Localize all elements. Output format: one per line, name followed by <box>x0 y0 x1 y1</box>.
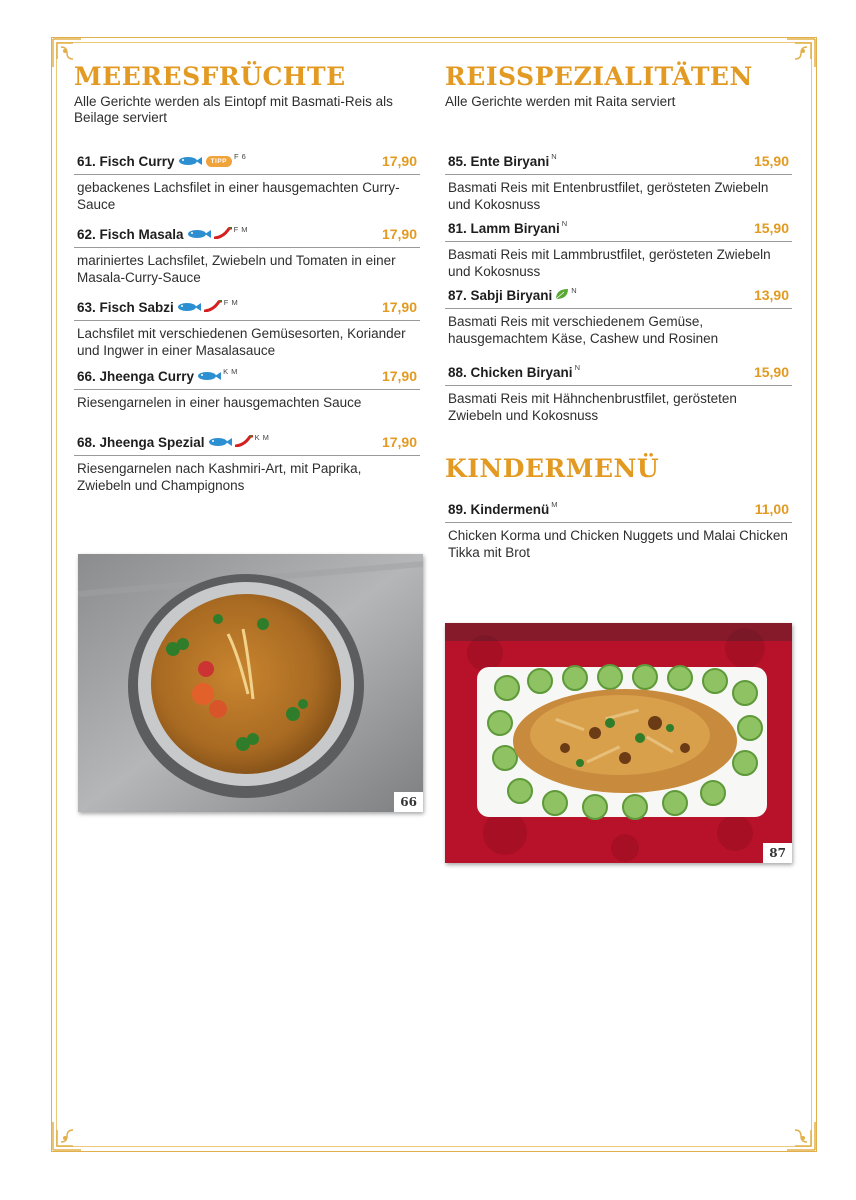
menu-item-price: 17,90 <box>381 226 417 242</box>
photo-dish-number: 87 <box>763 843 792 863</box>
menu-item-name: 87. Sabji Biryani N <box>448 285 578 303</box>
menu-item-description: Basmati Reis mit Entenbrustfilet, gerösteten Zwiebeln und Kokosnuss <box>448 180 769 212</box>
menu-item-header <box>74 294 420 321</box>
allergen-codes: N <box>561 218 568 228</box>
menu-item-description: gebackenes Lachsfilet in einer hausgemachten Curry-Sauce <box>77 180 400 212</box>
menu-item-header <box>445 215 792 242</box>
section-subtitle-seafood: Alle Gerichte werden als Eintopf mit Basmati-Reis als Beilage serviert <box>74 94 393 125</box>
allergen-codes: K M <box>254 432 270 442</box>
allergen-codes: N <box>574 362 581 372</box>
menu-item <box>445 215 792 280</box>
menu-item-price: 11,00 <box>754 501 789 517</box>
menu-item-name: 88. Chicken Biryani N <box>448 362 581 380</box>
section-title-rice: REISSPEZIALITÄTEN <box>445 62 753 91</box>
fish-icon <box>187 227 211 242</box>
allergen-codes: K M <box>223 366 238 376</box>
curry-bowl-illustration <box>78 554 423 812</box>
menu-item-name: 85. Ente Biryani N <box>448 151 558 169</box>
dish-photo-curry <box>78 554 423 812</box>
menu-item <box>445 359 792 424</box>
menu-item-name: 81. Lamm Biryani N <box>448 218 568 236</box>
menu-item-price: 17,90 <box>381 299 417 315</box>
menu-item-price: 17,90 <box>381 368 417 384</box>
menu-item-price: 15,90 <box>753 220 789 236</box>
dish-photo-biryani <box>445 623 792 863</box>
corner-ornament-icon <box>781 1116 817 1152</box>
allergen-codes: M <box>551 499 559 509</box>
menu-item <box>74 148 420 213</box>
menu-item-description: Lachsfilet mit verschiedenen Gemüsesorten, Koriander und Ingwer in einer Masalasauce <box>77 326 406 358</box>
menu-item-price: 13,90 <box>753 287 789 303</box>
leaf-icon <box>555 288 569 303</box>
menu-item <box>445 148 792 213</box>
photo-dish-number: 66 <box>394 792 423 812</box>
menu-item <box>74 363 420 411</box>
chili-icon <box>204 300 222 315</box>
rice-column <box>445 62 792 561</box>
menu-item-header <box>445 282 792 309</box>
menu-item <box>74 221 420 286</box>
menu-item <box>74 429 420 494</box>
menu-item-header <box>445 359 792 386</box>
fish-icon <box>178 154 202 169</box>
menu-item-name: 66. Jheenga Curry K M <box>77 366 238 384</box>
menu-item-header <box>74 363 420 390</box>
corner-ornament-icon <box>51 1116 87 1152</box>
menu-item-description: Chicken Korma und Chicken Nuggets und Malai Chicken Tikka mit Brot <box>448 528 788 560</box>
menu-item-name: 63. Fisch Sabzi F M <box>77 297 239 315</box>
menu-item-header <box>74 429 420 456</box>
menu-item-price: 15,90 <box>753 364 789 380</box>
biryani-platter-illustration <box>445 623 792 863</box>
fish-icon <box>197 369 221 384</box>
menu-item-description: Basmati Reis mit Hähnchenbrustfilet, gerösteten Zwiebeln und Kokosnuss <box>448 391 737 423</box>
allergen-codes: N <box>551 151 558 161</box>
section-title-kids: KINDERMENÜ <box>445 454 660 483</box>
menu-item-name: 68. Jheenga Spezial K M <box>77 432 270 450</box>
menu-item <box>445 282 792 347</box>
menu-item-price: 17,90 <box>381 153 417 169</box>
menu-item-name: 61. Fisch Curry TIPP F 6 <box>77 151 247 169</box>
chili-icon <box>214 227 232 242</box>
section-subtitle-rice: Alle Gerichte werden mit Raita serviert <box>445 94 676 109</box>
menu-item-name: 89. Kindermenü M <box>448 499 559 517</box>
menu-item-description: mariniertes Lachsfilet, Zwiebeln und Tomaten in einer Masala-Curry-Sauce <box>77 253 396 285</box>
menu-item-header <box>445 148 792 175</box>
menu-item-description: Riesengarnelen in einer hausgemachten Sauce <box>77 395 362 410</box>
allergen-codes: F 6 <box>234 151 247 161</box>
menu-item-description: Riesengarnelen nach Kashmiri-Art, mit Paprika, Zwiebeln und Champignons <box>77 461 362 493</box>
allergen-codes: F M <box>233 224 248 234</box>
fish-icon <box>208 435 232 450</box>
menu-item-price: 15,90 <box>753 153 789 169</box>
fish-icon <box>177 300 201 315</box>
allergen-codes: F M <box>223 297 239 307</box>
menu-item <box>445 496 792 561</box>
tipp-badge: TIPP <box>206 156 232 167</box>
seafood-column <box>74 62 420 494</box>
menu-item-description: Basmati Reis mit verschiedenem Gemüse, hausgemachtem Käse, Cashew und Rosinen <box>448 314 719 346</box>
menu-item-header <box>445 496 792 523</box>
section-title-seafood: MEERESFRÜCHTE <box>74 62 346 91</box>
menu-item-price: 17,90 <box>381 434 417 450</box>
menu-item <box>74 294 420 359</box>
menu-item-description: Basmati Reis mit Lammbrustfilet, gerösteten Zwiebeln und Kokosnuss <box>448 247 771 279</box>
menu-item-header <box>74 221 420 248</box>
menu-item-header <box>74 148 420 175</box>
chili-icon <box>235 435 253 450</box>
menu-item-name: 62. Fisch Masala F M <box>77 224 248 242</box>
allergen-codes: N <box>571 285 578 295</box>
